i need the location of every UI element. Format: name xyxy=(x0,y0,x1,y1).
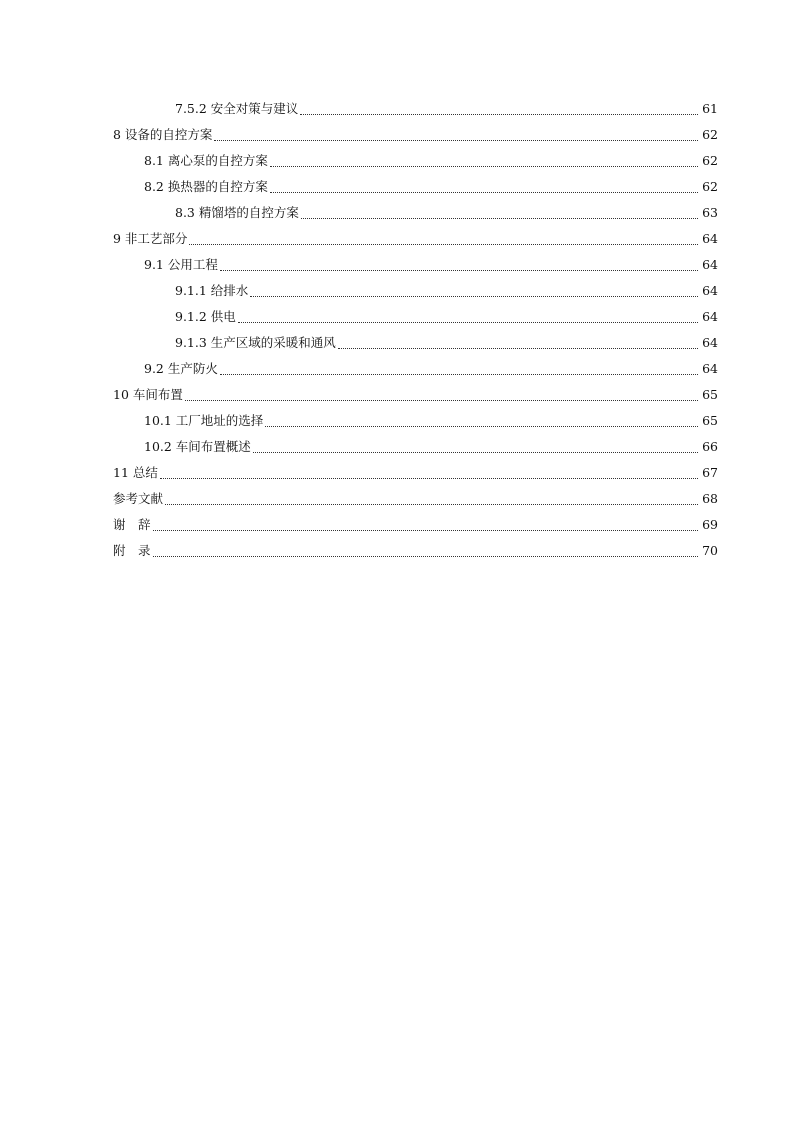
toc-entry[interactable] xyxy=(113,330,718,356)
toc-entry[interactable] xyxy=(113,304,718,330)
toc-entry[interactable] xyxy=(113,512,718,538)
toc-entry-label: 9.1.2 供电 xyxy=(175,309,236,324)
toc-entry-label: 8.1 离心泵的自控方案 xyxy=(144,153,268,168)
toc-entry-label: 9.2 生产防火 xyxy=(144,361,218,376)
toc-entry-label: 9.1.1 给排水 xyxy=(175,283,249,298)
toc-entry-page: 66 xyxy=(702,439,718,454)
dot-leader xyxy=(153,529,698,531)
dot-leader xyxy=(165,503,698,505)
toc-entry-label: 参考文献 xyxy=(113,491,164,506)
dot-leader xyxy=(238,321,698,323)
dot-leader xyxy=(270,165,698,167)
toc-entry-label: 9.1.3 生产区域的采暖和通风 xyxy=(175,335,336,350)
toc-entry-page: 65 xyxy=(702,413,718,428)
dot-leader xyxy=(338,347,698,349)
toc-entry[interactable] xyxy=(113,356,718,382)
toc-entry[interactable] xyxy=(113,226,718,252)
toc-entry[interactable] xyxy=(113,174,718,200)
toc-entry[interactable] xyxy=(113,148,718,174)
dot-leader xyxy=(160,477,698,479)
toc-entry-page: 61 xyxy=(702,101,718,116)
toc-entry[interactable] xyxy=(113,96,718,122)
dot-leader xyxy=(220,269,698,271)
dot-leader xyxy=(300,113,698,115)
toc-entry-label: 9.1 公用工程 xyxy=(144,257,218,272)
dot-leader xyxy=(265,425,698,427)
toc-entry-label: 8.2 换热器的自控方案 xyxy=(144,179,268,194)
toc-entry-page: 62 xyxy=(702,153,718,168)
toc-entry-label: 谢 辞 xyxy=(113,517,151,532)
toc-entry[interactable] xyxy=(113,122,718,148)
toc-entry[interactable] xyxy=(113,200,718,226)
toc-entry-page: 64 xyxy=(702,231,718,246)
toc-entry-page: 64 xyxy=(702,257,718,272)
toc-entry[interactable] xyxy=(113,434,718,460)
toc-entry[interactable] xyxy=(113,486,718,512)
toc-entry-page: 64 xyxy=(702,283,718,298)
toc-entry-label: 10.1 工厂地址的选择 xyxy=(144,413,264,428)
toc-entry-label: 10 车间布置 xyxy=(113,387,183,402)
dot-leader xyxy=(250,295,698,297)
toc-entry-page: 69 xyxy=(702,517,718,532)
toc-entry[interactable] xyxy=(113,382,718,408)
toc-entry-label: 8 设备的自控方案 xyxy=(113,127,213,142)
dot-leader xyxy=(214,139,698,141)
toc-entry-label: 9 非工艺部分 xyxy=(113,231,188,246)
dot-leader xyxy=(220,373,698,375)
toc-entry-page: 70 xyxy=(702,543,718,558)
toc-entry[interactable] xyxy=(113,460,718,486)
toc-entry-label: 8.3 精馏塔的自控方案 xyxy=(175,205,299,220)
toc-entry-page: 67 xyxy=(702,465,718,480)
dot-leader xyxy=(189,243,698,245)
toc-entry-label: 10.2 车间布置概述 xyxy=(144,439,251,454)
dot-leader xyxy=(253,451,698,453)
toc-entry-page: 64 xyxy=(702,309,718,324)
toc-entry[interactable] xyxy=(113,408,718,434)
toc-entry-page: 63 xyxy=(702,205,718,220)
toc-entry-label: 11 总结 xyxy=(113,465,158,480)
toc-entry-page: 62 xyxy=(702,179,718,194)
toc-entry-page: 62 xyxy=(702,127,718,142)
toc-entry[interactable] xyxy=(113,252,718,278)
dot-leader xyxy=(301,217,698,219)
dot-leader xyxy=(185,399,698,401)
toc-entry-label: 附 录 xyxy=(113,543,151,558)
dot-leader xyxy=(270,191,698,193)
table-of-contents xyxy=(113,96,718,564)
toc-entry-page: 64 xyxy=(702,335,718,350)
dot-leader xyxy=(153,555,698,557)
toc-entry-label: 7.5.2 安全对策与建议 xyxy=(175,101,299,116)
toc-entry[interactable] xyxy=(113,538,718,564)
toc-entry-page: 68 xyxy=(702,491,718,506)
toc-entry[interactable] xyxy=(113,278,718,304)
toc-entry-page: 65 xyxy=(702,387,718,402)
toc-entry-page: 64 xyxy=(702,361,718,376)
